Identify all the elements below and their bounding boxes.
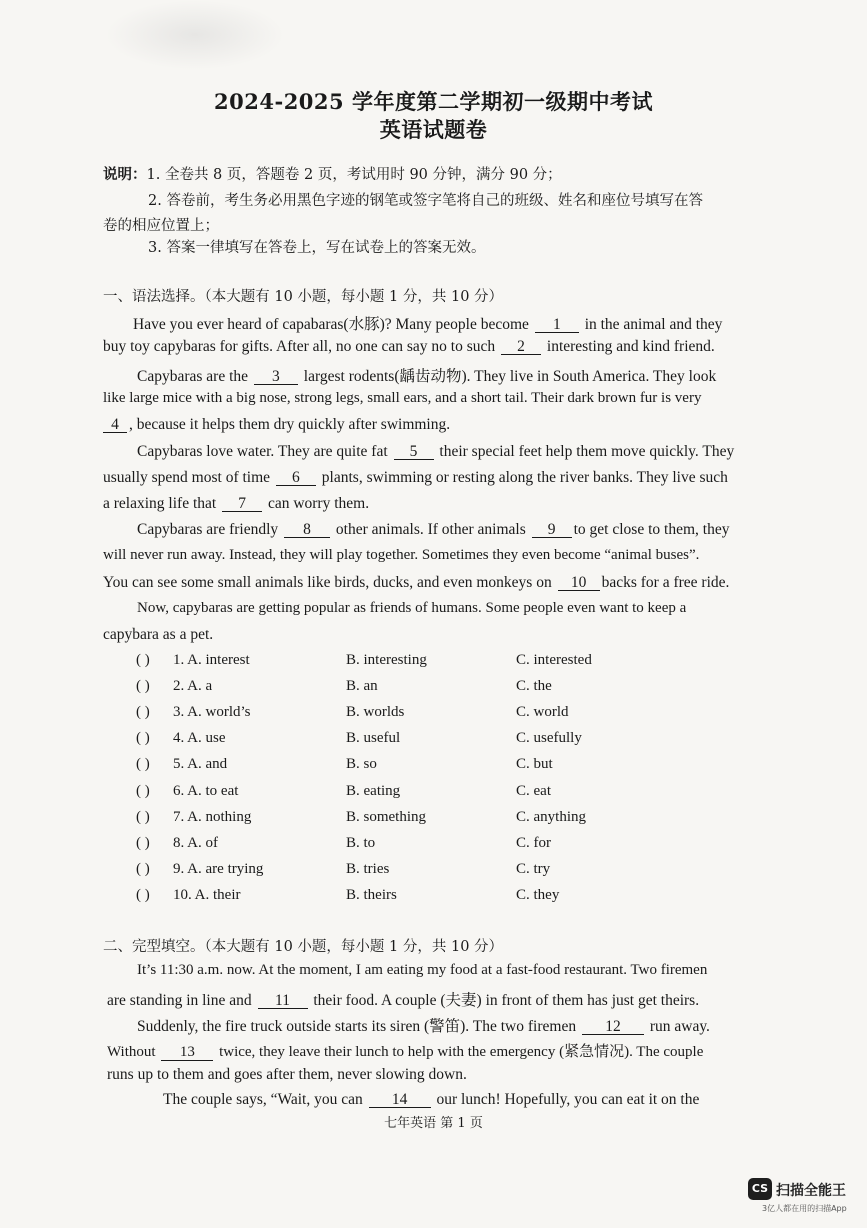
- blank-9: 9: [532, 522, 572, 538]
- passage-line: [133, 312, 722, 334]
- text: their special feet help them move quickly. They: [439, 443, 735, 460]
- text: usually spend most of time: [103, 469, 271, 486]
- watermark-brand: 扫描全能王: [776, 1183, 846, 1199]
- text: interesting and kind friend.: [546, 338, 715, 355]
- blank-8: 8: [284, 522, 330, 538]
- text: , because it helps them dry quickly after swimming.: [129, 416, 451, 433]
- passage-line: [107, 988, 699, 1010]
- answer-paren: ( ): [136, 783, 150, 799]
- passage-line: like large mice with a big nose, strong legs, small ears, and a short tail. Their dark brown fur is very: [103, 390, 702, 406]
- blank-3: 3: [254, 369, 298, 385]
- camscanner-logo-icon: CS: [748, 1178, 772, 1200]
- option-b: B. tries: [346, 861, 390, 877]
- passage-line: [103, 416, 450, 434]
- option-a: 9. A. are trying: [173, 861, 264, 877]
- passage-line: will never run away. Instead, they will play together. Sometimes they even become “animal buses”.: [103, 547, 700, 563]
- blank-14: 14: [369, 1092, 431, 1108]
- passage-line: [163, 1091, 699, 1109]
- passage-line: Now, capybaras are getting popular as friends of humans. Some people even want to keep a: [137, 600, 687, 616]
- instructions-line-1: [103, 163, 562, 184]
- text: our lunch! Hopefully, you can eat it on the: [436, 1091, 700, 1108]
- text: their food. A couple (夫妻) in front of them has just get theirs.: [313, 992, 700, 1009]
- text: other animals. If other animals: [335, 521, 526, 538]
- section-1-heading: 一、语法选择。（本大题有 10 小题，每小题 1 分，共 10 分）: [103, 289, 504, 305]
- section-2-heading: 二、完型填空。（本大题有 10 小题，每小题 1 分，共 10 分）: [103, 939, 504, 955]
- text: Capybaras love water. They are quite fat: [137, 443, 388, 460]
- blank-6: 6: [276, 470, 316, 486]
- instructions-label: 说明：: [103, 166, 147, 183]
- passage-line: [103, 495, 369, 513]
- text: You can see some small animals like birds, ducks, and even monkeys on: [103, 574, 552, 591]
- scan-smudge: [105, 0, 285, 70]
- blank-7: 7: [222, 496, 262, 512]
- passage-line: [103, 469, 728, 487]
- answer-paren: ( ): [136, 730, 150, 746]
- answer-paren: ( ): [136, 809, 150, 825]
- blank-2: 2: [501, 339, 541, 355]
- blank-12: 12: [582, 1019, 644, 1035]
- passage-line: runs up to them and goes after them, never slowing down.: [107, 1066, 467, 1083]
- answer-paren: ( ): [136, 887, 150, 903]
- passage-line: [103, 338, 715, 356]
- option-a: 4. A. use: [173, 730, 226, 746]
- text: Capybaras are the: [137, 368, 249, 385]
- text: Without: [107, 1044, 156, 1060]
- option-c: C. try: [516, 861, 551, 877]
- option-c: C. for: [516, 835, 551, 851]
- option-a: 1. A. interest: [173, 652, 250, 668]
- option-c: C. they: [516, 887, 560, 903]
- text: Capybaras are friendly: [137, 521, 279, 538]
- option-c: C. but: [516, 756, 553, 772]
- text: The couple says, “Wait, you can: [163, 1091, 363, 1108]
- answer-paren: ( ): [136, 756, 150, 772]
- option-b: B. theirs: [346, 887, 397, 903]
- blank-13: 13: [161, 1045, 213, 1061]
- answer-paren: ( ): [136, 861, 150, 877]
- blank-1: 1: [535, 317, 579, 333]
- option-b: B. an: [346, 678, 378, 694]
- text: can worry them.: [267, 495, 370, 512]
- instruction-2-cont: 卷的相应位置上；: [103, 218, 219, 234]
- passage-line: [137, 364, 716, 386]
- exam-subtitle: 英语试题卷: [379, 117, 488, 142]
- option-a: 7. A. nothing: [173, 809, 252, 825]
- option-b: B. useful: [346, 730, 401, 746]
- option-b: B. something: [346, 809, 427, 825]
- passage-line: [137, 521, 729, 539]
- answer-paren: ( ): [136, 835, 150, 851]
- text: twice, they leave their lunch to help with the emergency (紧急情况). The couple: [219, 1044, 704, 1060]
- passage-line: [103, 574, 729, 592]
- watermark-tagline: 3亿人都在用的扫描App: [762, 1204, 847, 1213]
- option-c: C. anything: [516, 809, 586, 825]
- option-b: B. interesting: [346, 652, 427, 668]
- text: a relaxing life that: [103, 495, 217, 512]
- option-a: 2. A. a: [173, 678, 213, 694]
- blank-11: 11: [258, 993, 308, 1009]
- instruction-1: 1. 全卷共 8 页，答题卷 2 页，考试用时 90 分钟，满分 90 分；: [146, 167, 562, 183]
- passage-line: [137, 443, 734, 461]
- answer-paren: ( ): [136, 652, 150, 668]
- passage-line: [137, 1014, 710, 1036]
- option-a: 10. A. their: [173, 887, 241, 903]
- exam-title: 2024-2025 学年度第二学期初一级期中考试: [214, 89, 653, 114]
- passage-line: [107, 1040, 703, 1061]
- option-a: 6. A. to eat: [173, 783, 239, 799]
- option-b: B. to: [346, 835, 376, 851]
- page-footer: 七年英语 第 1 页: [384, 1116, 483, 1131]
- text: Have you ever heard of capabaras(水豚)? Many people become: [133, 316, 529, 333]
- instruction-2: 2. 答卷前，考生务必用黑色字迹的钢笔或签字笔将自己的班级、姓名和座位号填写在答: [148, 193, 703, 209]
- option-c: C. world: [516, 704, 569, 720]
- text: plants, swimming or resting along the river banks. They live such: [321, 469, 728, 486]
- blank-5: 5: [394, 444, 434, 460]
- text: buy toy capybaras for gifts. After all, no one can say no to such: [103, 338, 496, 355]
- text: in the animal and they: [584, 316, 723, 333]
- option-b: B. so: [346, 756, 377, 772]
- answer-paren: ( ): [136, 678, 150, 694]
- option-a: 5. A. and: [173, 756, 228, 772]
- option-c: C. eat: [516, 783, 551, 799]
- option-b: B. worlds: [346, 704, 405, 720]
- option-a: 8. A. of: [173, 835, 218, 851]
- text: backs for a free ride.: [601, 574, 730, 591]
- option-a: 3. A. world’s: [173, 704, 251, 720]
- instruction-3: 3. 答案一律填写在答卷上，写在试卷上的答案无效。: [148, 240, 486, 256]
- option-c: C. usefully: [516, 730, 582, 746]
- passage-line: It’s 11:30 a.m. now. At the moment, I am eating my food at a fast-food restaurant. Two firemen: [137, 962, 708, 978]
- option-c: C. the: [516, 678, 552, 694]
- option-c: C. interested: [516, 652, 592, 668]
- passage-line: capybara as a pet.: [103, 626, 214, 643]
- option-b: B. eating: [346, 783, 401, 799]
- blank-4: 4: [103, 417, 127, 433]
- blank-10: 10: [558, 575, 600, 591]
- answer-paren: ( ): [136, 704, 150, 720]
- text: run away.: [649, 1018, 710, 1035]
- text: Suddenly, the fire truck outside starts its siren (警笛). The two firemen: [137, 1018, 577, 1035]
- text: are standing in line and: [107, 992, 252, 1009]
- text: largest rodents(龋齿动物). They live in South America. They look: [303, 368, 717, 385]
- text: to get close to them, they: [573, 521, 730, 538]
